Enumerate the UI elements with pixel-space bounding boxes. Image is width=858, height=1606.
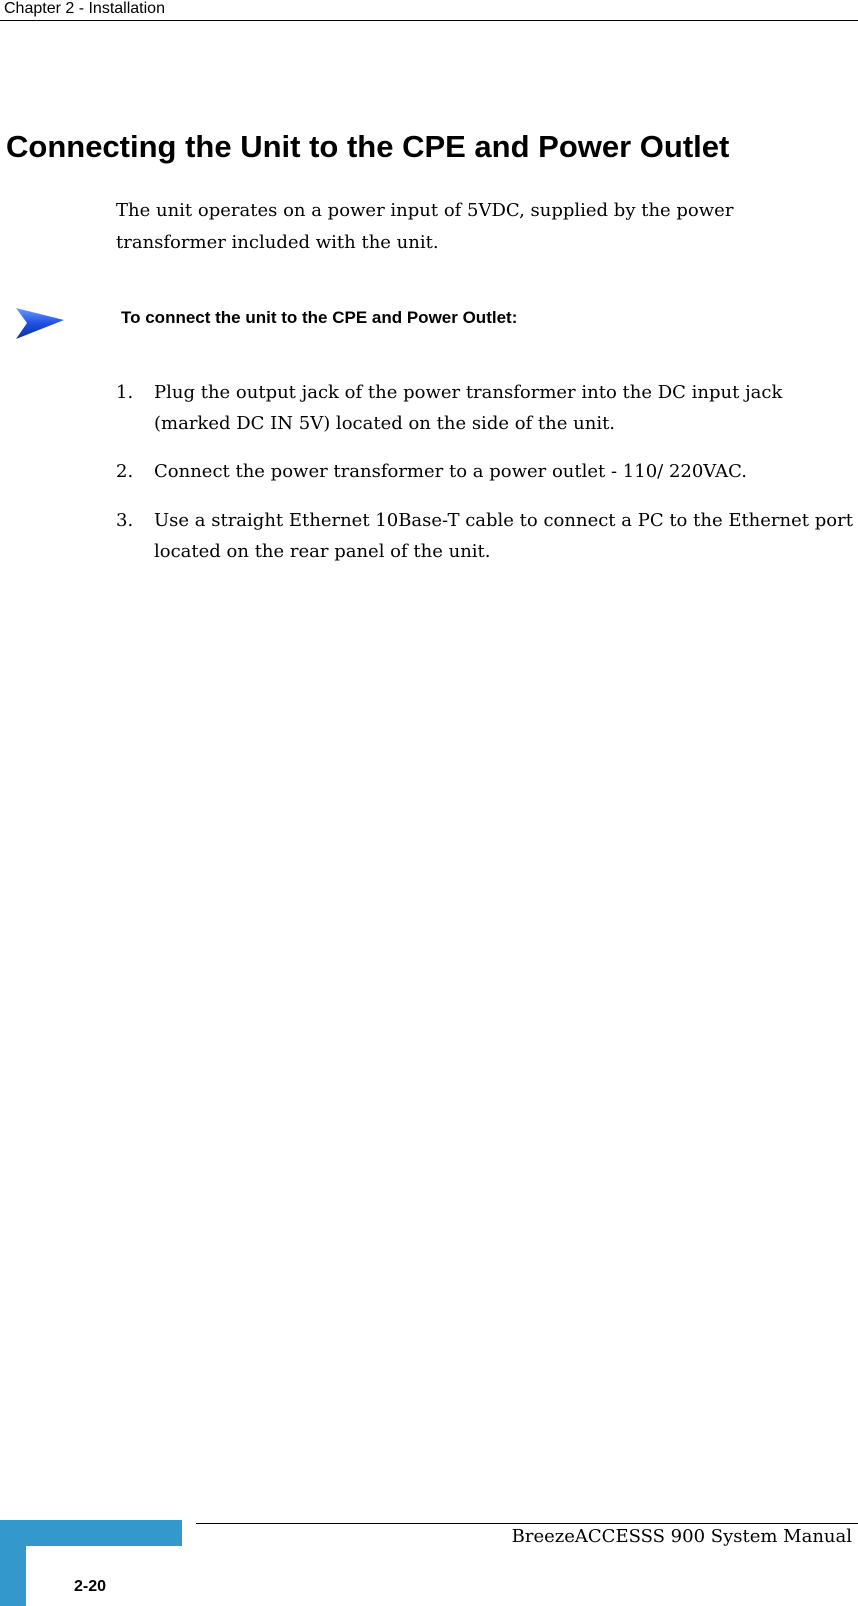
procedure-steps [116, 377, 856, 567]
list-item [116, 377, 856, 456]
step-text: Plug the output jack of the power transformer into the DC input jack (marked DC IN 5V) located on the side of the unit. [154, 382, 783, 434]
step-number: 2. [116, 461, 134, 482]
step-number: 1. [116, 382, 134, 403]
section-title: Connecting the Unit to the CPE and Power Outlet [6, 129, 730, 164]
intro-paragraph: The unit operates on a power input of 5VDC, supplied by the power transformer included with the unit. [116, 200, 734, 253]
list-item [116, 505, 856, 567]
footer-accent-bar-vertical [0, 1520, 26, 1606]
header-divider [0, 20, 858, 21]
page-number: 2-20 [74, 1578, 107, 1595]
manual-title: BreezeACCESSS 900 System Manual [511, 1526, 852, 1547]
footer-divider [196, 1523, 858, 1524]
step-text: Use a straight Ethernet 10Base-T cable to connect a PC to the Ethernet port located on the rear panel of the unit. [154, 510, 853, 562]
list-item [116, 456, 856, 505]
step-number: 3. [116, 510, 134, 531]
chapter-header: Chapter 2 - Installation [4, 0, 165, 17]
step-text: Connect the power transformer to a power outlet - 110/ 220VAC. [154, 461, 747, 482]
arrow-pointer-icon [14, 306, 66, 344]
procedure-heading: To connect the unit to the CPE and Power Outlet: [121, 308, 518, 327]
footer-accent-bar [0, 1520, 182, 1546]
